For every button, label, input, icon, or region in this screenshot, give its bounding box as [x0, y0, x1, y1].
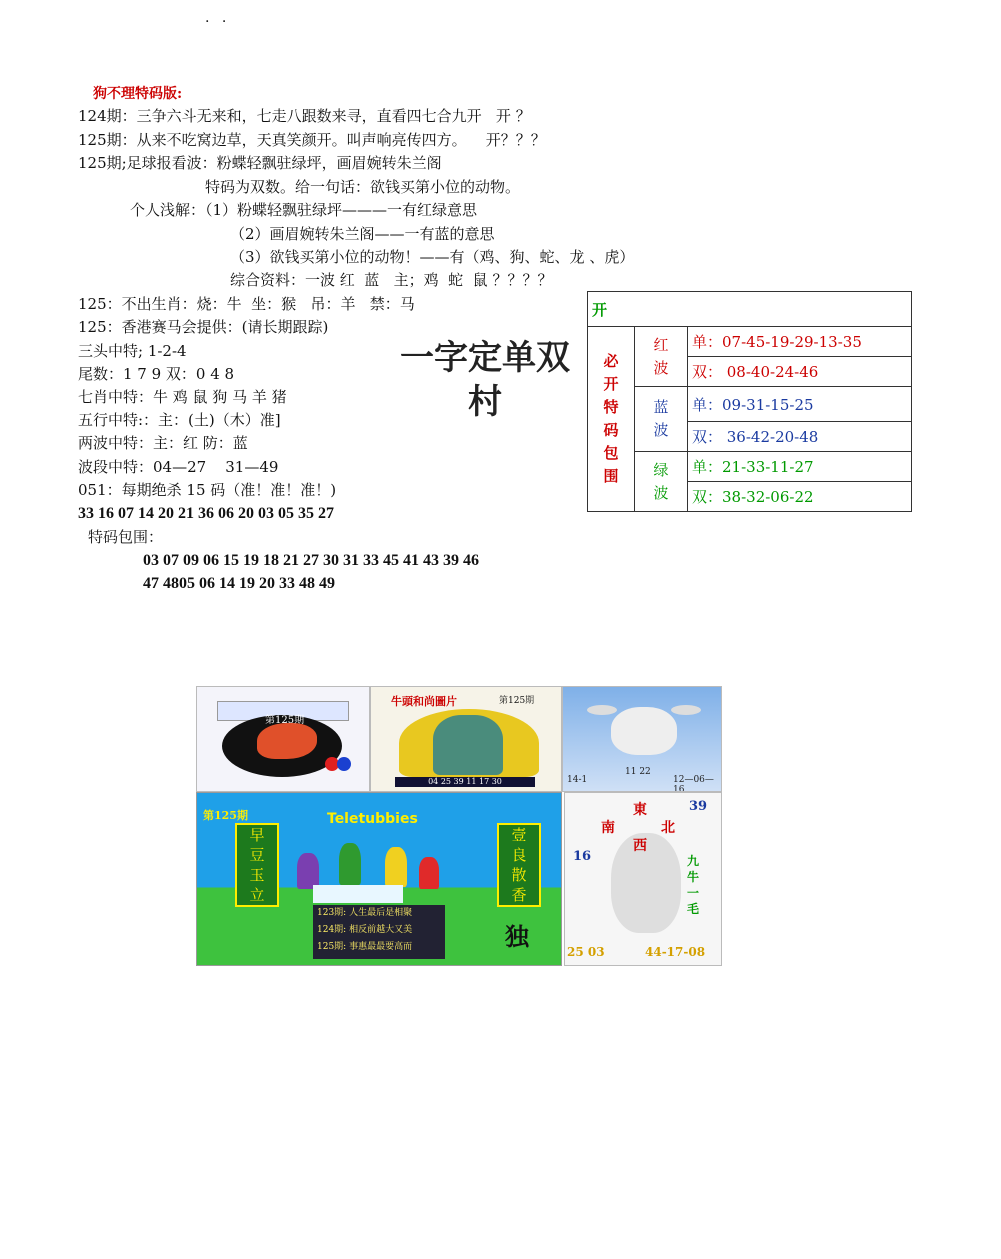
big-heading [380, 336, 590, 424]
image-collage [196, 686, 722, 964]
text-line: 125期;足球报看波：粉蝶轻飘驻绿坪，画眉婉转朱兰阁 [78, 154, 442, 172]
special-label: 特码包围： [88, 528, 164, 546]
info-line: 125：香港赛马会提供：(请长期跟踪) [78, 318, 329, 336]
box-char: 壹 [511, 826, 527, 844]
vchar: 必 [603, 352, 619, 370]
panel-tag: 第125期 [203, 809, 248, 822]
info-line: 波段中特：04—27 31—49 [78, 458, 279, 476]
dir-south: 西 [633, 838, 647, 854]
panel-left: 14-1 [567, 775, 588, 785]
panel-nums: 12—06—16 [673, 775, 714, 792]
left-box [235, 823, 279, 907]
info-line: 五行中特:：主：(土)（木）准] [78, 411, 281, 429]
right-box [497, 823, 541, 907]
box-header: 开 [588, 292, 912, 327]
green-double: 双：38-32-06-22 [688, 482, 912, 512]
dir-east: 北 [661, 820, 675, 836]
special-row: 03 07 09 06 15 19 18 21 27 30 31 33 45 41 43 39 46 [143, 552, 479, 569]
panel-sub: 第125期 [499, 696, 535, 706]
vchar: 开 [603, 375, 619, 393]
lottery-image-3 [562, 686, 722, 792]
wave-char: 波 [653, 358, 669, 377]
history-line: 123期: 人生最后是相聚 [317, 908, 413, 918]
wave-char: 绿 [653, 460, 669, 479]
num-bottom-left: 25 03 [567, 945, 605, 959]
text-line: 个人浅解：（1）粉蝶轻飘驻绿坪———一有红绿意思 [130, 201, 478, 219]
panel-nums: 11 22 [625, 767, 651, 777]
vchar: 包 [603, 444, 619, 462]
blue-single: 单：09-31-15-25 [688, 387, 912, 422]
big-heading-line: 村 [468, 382, 502, 422]
text-line: （2）画眉婉转朱兰阁——一有蓝的意思 [230, 225, 495, 243]
box-char: 立 [249, 886, 265, 904]
wave-char: 蓝 [653, 398, 669, 416]
brand: Teletubbies [327, 811, 418, 827]
num-bottom-right: 44-17-08 [645, 945, 706, 959]
wave-green [635, 452, 688, 512]
history-list [313, 905, 445, 959]
box-char: 香 [511, 886, 527, 904]
panel-label: 第125期 [265, 715, 305, 726]
panel-numbers: 04 25 39 11 17 30 [395, 777, 535, 787]
wave-red [635, 327, 688, 387]
box-vertical-label [588, 327, 635, 512]
info-line: 尾数：1 7 9 双：0 4 8 [78, 365, 235, 383]
dir-west: 南 [601, 820, 615, 836]
wave-char: 红 [653, 335, 669, 354]
panel-title: 牛頭和尚圖片 [391, 695, 457, 708]
text-line: 125期：从来不吃窝边草，天真笑颜开。叫声响亮传四方。 开？？？ [78, 131, 546, 149]
box-char: 豆 [249, 846, 265, 864]
info-line: 051：每期绝杀 15 码（准！准！准！) [78, 481, 337, 499]
lottery-image-4 [196, 792, 562, 966]
lottery-image-5 [564, 792, 722, 966]
box-char: 早 [249, 826, 265, 844]
lottery-image-2 [370, 686, 562, 792]
side-text: 九牛一毛 [687, 854, 700, 916]
footer-char: 独 [505, 922, 529, 951]
text-line: 综合资料：一波 红 蓝 主；鸡 蛇 鼠 ？？？？ [230, 271, 553, 289]
wave-char: 波 [653, 483, 669, 502]
page-title: 狗不理特码版: [93, 86, 183, 102]
vchar: 特 [603, 398, 619, 416]
box-char: 玉 [249, 866, 265, 884]
special-row: 47 4805 06 14 19 20 33 48 49 [143, 575, 335, 592]
blue-double: 双： 36-42-20-48 [688, 422, 912, 452]
lottery-image-1 [196, 686, 370, 792]
history-line: 125期: 事惠最最要高而 [317, 942, 413, 952]
wave-blue [635, 387, 688, 452]
box-char: 良 [511, 846, 527, 864]
num-top: 39 [689, 799, 708, 814]
info-line: 三头中特; 1-2-4 [78, 342, 187, 360]
info-line: 两波中特：主：红 防：蓝 [78, 434, 248, 452]
num-left: 16 [573, 849, 592, 864]
text-line: 124期：三争六斗无来和，七走八跟数来寻，直看四七合九开 开 ？ [78, 107, 531, 125]
kill-numbers: 33 16 07 14 20 21 36 06 20 03 05 35 27 [78, 505, 334, 522]
red-double: 双： 08-40-24-46 [688, 357, 912, 387]
wave-char: 波 [653, 421, 669, 439]
green-single: 单：21-33-11-27 [688, 452, 912, 482]
history-line: 124期: 相反前越大又美 [317, 925, 413, 935]
top-marks: . . [205, 10, 231, 26]
info-line: 七肖中特：牛 鸡 鼠 狗 马 羊 猪 [78, 388, 287, 406]
big-heading-line: 一字定单双 [400, 338, 570, 378]
vchar: 围 [603, 467, 619, 485]
special-box [587, 291, 912, 512]
dir-north: 東 [633, 802, 647, 818]
text-line: 特码为双数。给一句话：欲钱买第小位的动物。 [205, 178, 521, 196]
vchar: 码 [603, 421, 619, 439]
text-line: （3）欲钱买第小位的动物！——有（鸡、狗、蛇、龙 、虎） [230, 248, 635, 266]
info-line: 125：不出生肖：烧：牛 坐：猴 吊：羊 禁：马 [78, 295, 415, 313]
box-char: 散 [511, 866, 527, 884]
red-single: 单：07-45-19-29-13-35 [688, 327, 912, 357]
